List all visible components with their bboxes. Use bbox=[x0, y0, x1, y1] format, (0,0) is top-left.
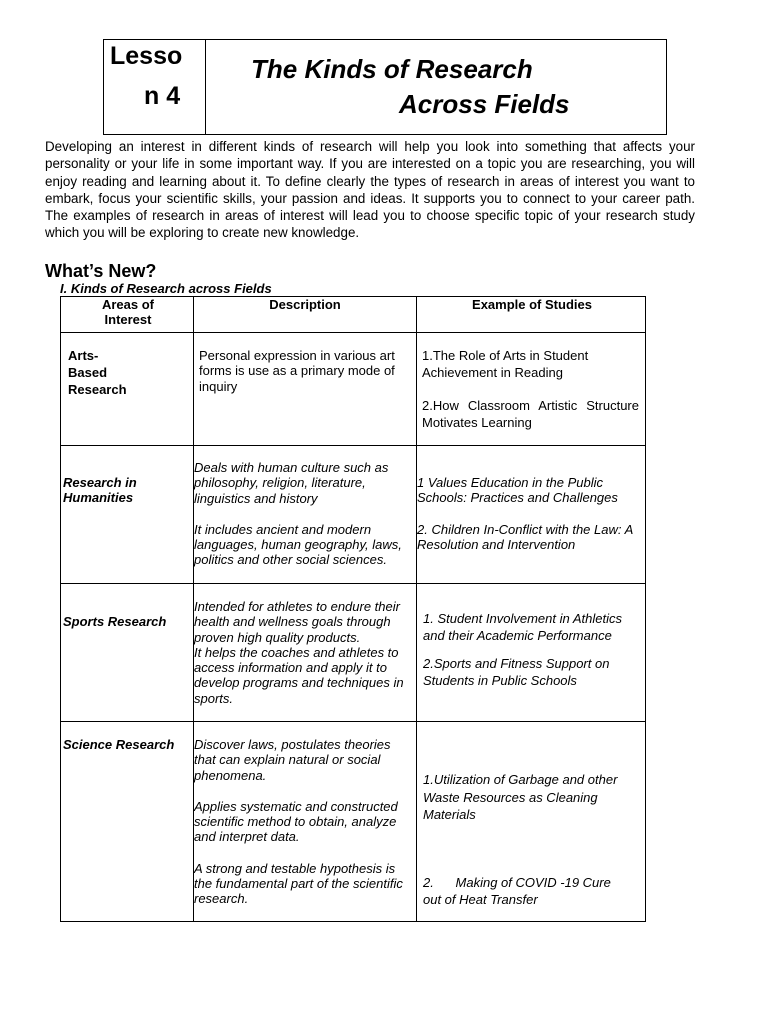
row-science-area: Science Research bbox=[63, 737, 175, 752]
example-text: 2.Sports and Fitness Support on Students in Public Schools bbox=[423, 656, 610, 688]
lesson-number-cell bbox=[104, 40, 206, 134]
description-text: Intended for athletes to endure their health and wellness goals through proven high quality products. bbox=[194, 599, 400, 645]
description-text: Personal expression in various art forms is use as a primary mode of inquiry bbox=[199, 348, 395, 394]
lesson-title-line2: Across Fields bbox=[399, 89, 570, 119]
header-examples: Example of Studies bbox=[472, 297, 592, 312]
description-text: Discover laws, postulates theories that can explain natural or social phenomena. bbox=[194, 737, 391, 783]
row-arts-description bbox=[199, 348, 411, 394]
example-text: 1.Utilization of Garbage and other Waste Resources as Cleaning Materials bbox=[423, 772, 622, 822]
section-heading: What’s New? bbox=[45, 261, 157, 281]
intro-paragraph: Developing an interest in different kinds of research will help you look into something that affects your personality or your life in some important way. If you are interested on a topic you are researching, you will enjoy reading and learning about it. To define clearly the types of research in areas of interest you want to embark, focus your scientific skills, your passion and ideas. It supports you to connect to your career path. The examples of research in areas of interest will lead you to choose specific topic of your research study which you will be exploring to create new knowledge. bbox=[45, 139, 695, 241]
lesson-label-line1: Lesso bbox=[110, 42, 183, 70]
header-description: Description bbox=[269, 297, 341, 312]
example-text: 2. Children In-Conflict with the Law: A Resolution and Intervention bbox=[417, 521, 633, 552]
table-caption: I. Kinds of Research across Fields bbox=[60, 281, 272, 296]
row-sports-examples bbox=[423, 610, 623, 689]
row-humanities-description bbox=[194, 460, 414, 568]
header-areas: Areas of Interest bbox=[101, 297, 155, 328]
example-text: 1 Values Education in the Public Schools: Practices and Challenges bbox=[417, 475, 618, 506]
row-humanities-area: Research in Humanities bbox=[63, 475, 137, 506]
lesson-title-cell bbox=[206, 40, 666, 134]
description-text: It helps the coaches and athletes to access information and apply it to develop programs and techniques in sports. bbox=[194, 644, 404, 706]
lesson-title-line1: The Kinds of Research bbox=[251, 54, 533, 84]
description-text: It includes ancient and modern languages, human geography, laws, politics and other social sciences. bbox=[194, 521, 402, 568]
row-sports-description bbox=[194, 599, 414, 706]
example-text: 1. Student Involvement in Athletics and their Academic Performance bbox=[423, 611, 622, 643]
example-text: 2. Making of COVID -19 Cure out of Heat Transfer bbox=[423, 874, 615, 907]
row-science-examples bbox=[423, 736, 623, 944]
lesson-label-line2: n 4 bbox=[144, 82, 181, 110]
row-sports-area: Sports Research bbox=[63, 614, 167, 629]
row-arts-area: Arts- Based Research bbox=[68, 348, 127, 397]
description-text: Deals with human culture such as philosophy, religion, literature, linguistics and history bbox=[194, 460, 389, 506]
description-text: A strong and testable hypothesis is the fundamental part of the scientific research. bbox=[194, 860, 403, 907]
example-text: 1.The Role of Arts in Student Achievement in Reading bbox=[422, 348, 589, 380]
research-kinds-table bbox=[60, 296, 646, 922]
description-text: Applies systematic and constructed scientific method to obtain, analyze and interpret data. bbox=[194, 798, 398, 845]
row-humanities-examples bbox=[417, 475, 645, 552]
row-science-description bbox=[194, 737, 414, 907]
example-text: 2.How Classroom Artistic Structure Motivates Learning bbox=[422, 398, 639, 430]
lesson-title-box bbox=[103, 39, 667, 135]
row-arts-examples bbox=[422, 347, 639, 431]
